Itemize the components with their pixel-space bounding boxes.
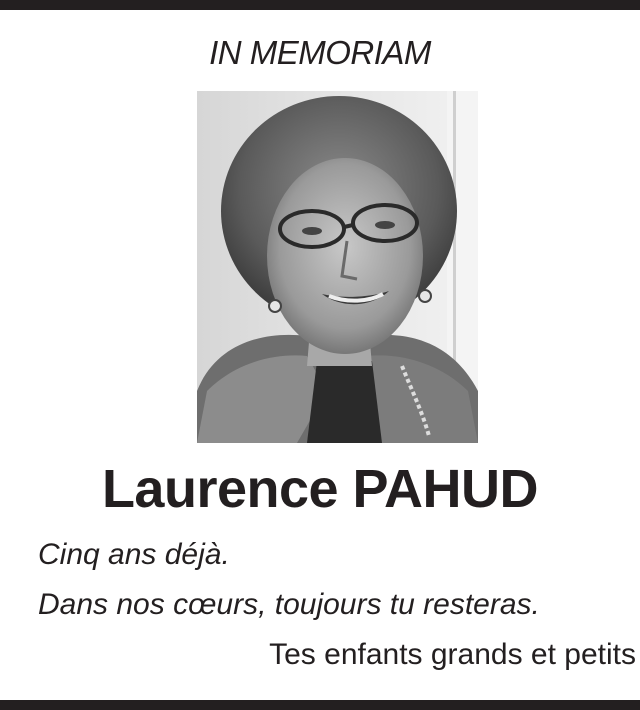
tribute-line-1: Cinq ans déjà. bbox=[38, 538, 230, 571]
portrait-photo bbox=[197, 91, 478, 443]
bottom-border-rule bbox=[0, 700, 640, 710]
deceased-name: Laurence PAHUD bbox=[101, 459, 539, 519]
top-border-rule bbox=[0, 0, 640, 10]
notice-heading: IN MEMORIAM bbox=[209, 34, 431, 71]
tribute-line-2: Dans nos cœurs, toujours tu resteras. bbox=[38, 588, 540, 621]
signature-line: Tes enfants grands et petits bbox=[269, 638, 636, 671]
